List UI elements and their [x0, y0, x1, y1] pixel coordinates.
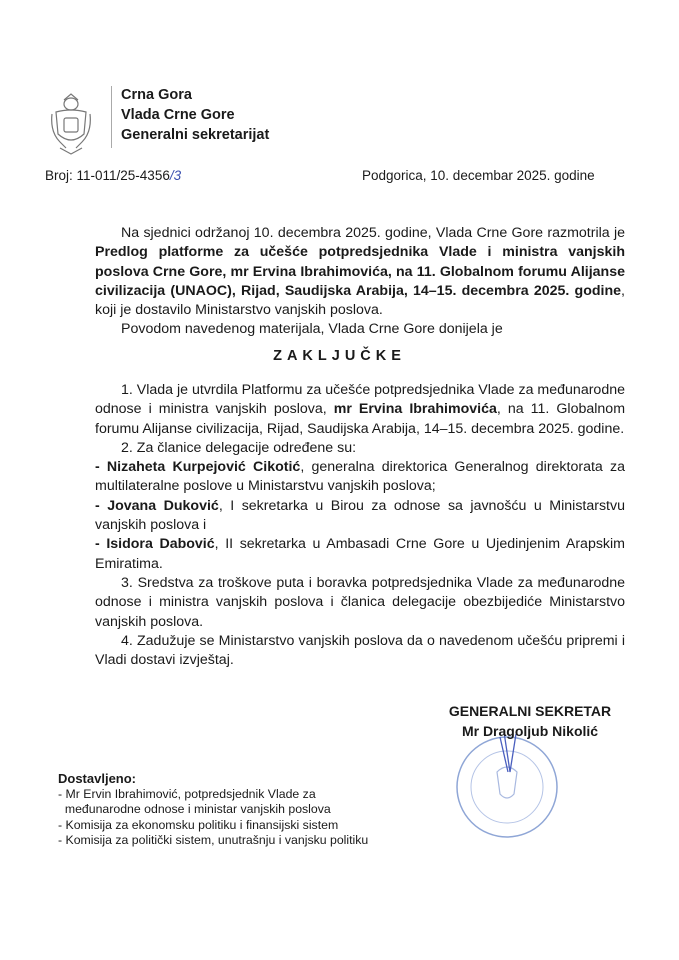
delivered-item: međunarodne odnose i ministar vanjskih poslova — [58, 802, 331, 816]
place-date: Podgorica, 10. decembar 2025. godine — [362, 168, 595, 183]
conclusion-name: mr Ervina Ibrahimovića — [333, 401, 497, 418]
conclusion-3: 3. Sredstva za troškove puta i boravka potpredsjednika Vlade za međunarodne odnose i ministra vanjskih poslova i članica delegacije obezbijediće Ministarstvo vanjskih poslova. — [95, 574, 625, 630]
member-name: - Jovana Duković — [95, 497, 219, 514]
intro-paragraph — [95, 224, 625, 320]
conclusion-2: 2. Za članice delegacije određene su: — [121, 439, 357, 456]
member-role: , generalna direktorica Generalnog direktorata za multilateralne poslove u Ministarstvu vanjskih poslova; — [95, 459, 625, 495]
intro-text: Na sjednici održanoj 10. decembra 2025. godine, Vlada Crne Gore razmotrila je — [121, 225, 625, 241]
delivered-list — [58, 771, 368, 849]
member-role: , II sekretarka u Ambasadi Crne Gore u Ujedinjenim Arapskim Emiratima. — [95, 536, 625, 572]
member-name: - Isidora Dabović — [95, 536, 215, 553]
handwritten-suffix: /3 — [169, 168, 182, 183]
delivered-heading: Dostavljeno: — [58, 771, 137, 786]
delivered-item: - Mr Ervin Ibrahimović, potpredsjednik Vlade za — [58, 786, 316, 801]
coat-of-arms-icon — [48, 92, 94, 156]
header-department: Generalni sekretarijat — [121, 127, 270, 143]
conclusion-text: , na 11. Globalnom forumu Alijanse civilizacija, Rijad, Saudijska Arabija, 14–15. decembra 2025. godine. — [95, 401, 626, 437]
signature-title: GENERALNI SEKRETAR — [448, 703, 612, 719]
member-name: - Nizaheta Kurpejović Cikotić — [95, 459, 301, 476]
intro — [95, 224, 625, 340]
conclusion-text: 1. Vlada je utvrdila Platformu za učešće potpredsjednika Vlade za međunarodne odnose i ministra vanjskih poslova, — [95, 382, 625, 418]
intro-subject: Predlog platforme za učešće potpredsjednika Vlade i ministra vanjskih poslova Crne Gore, mr Ervina Ibrahimovića, na 11. Globalnom forumu Alijanse civilizacija (UNAOC), Rijad, Saudijska Arabija, 14–15. decembra 2025. godine — [95, 244, 625, 299]
intro-paragraph-2: Povodom navedenog materijala, Vlada Crne Gore donijela je — [121, 321, 503, 338]
header-divider — [111, 86, 112, 148]
letterhead — [121, 85, 269, 145]
conclusions — [95, 381, 625, 670]
delegation-member — [95, 535, 625, 574]
signature-block — [420, 701, 640, 741]
document-number-text: Broj: 11-011/25-4356 — [45, 168, 170, 183]
delivered-item: - Komisija za ekonomsku politiku i finansijski sistem — [58, 817, 339, 832]
section-title: ZAKLJUČKE — [273, 348, 406, 364]
signature-name: Mr Dragoljub Nikolić — [461, 723, 599, 739]
document-number — [45, 168, 181, 183]
member-role: , I sekretarka u Birou za odnose sa javnošću u Ministarstvu vanjskih poslova i — [95, 497, 625, 534]
delegation-member — [95, 497, 625, 536]
header-government: Vlada Crne Gore — [121, 107, 235, 123]
intro-text-end: , koji je dostavilo Ministarstvo vanjskih poslova. — [95, 282, 625, 319]
header-country: Crna Gora — [121, 87, 192, 103]
delegation-member — [95, 458, 625, 497]
conclusion-1 — [95, 381, 625, 439]
conclusion-4: 4. Zadužuje se Ministarstvo vanjskih poslova da o navedenom učešću pripremi i Vladi dostavi izvještaj. — [95, 632, 625, 669]
official-stamp-icon — [452, 732, 562, 842]
delivered-item: - Komisija za politički sistem, unutrašnju i vanjsku politiku — [58, 833, 369, 847]
